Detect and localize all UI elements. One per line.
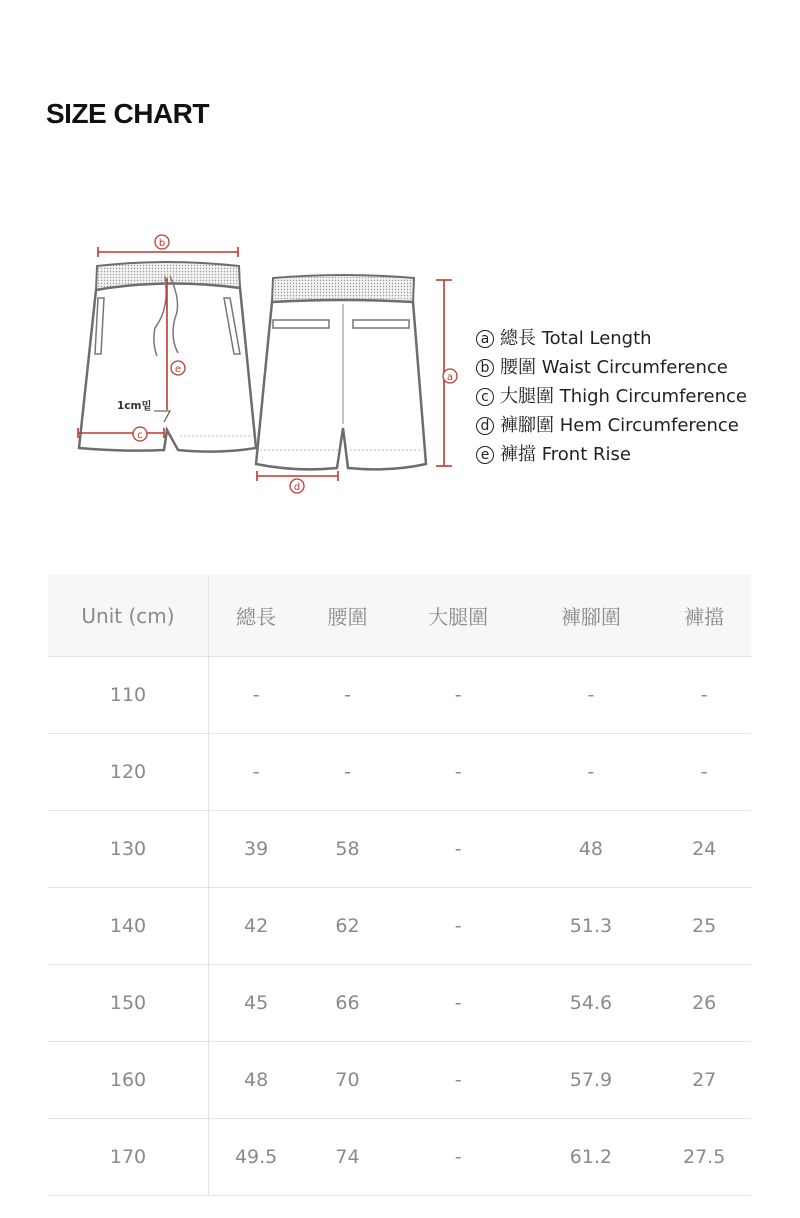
marker-d xyxy=(290,479,304,493)
table-cell: 51.3 xyxy=(525,888,658,965)
table-row xyxy=(48,965,751,1042)
table-row xyxy=(48,1119,751,1196)
header-hem: 褲腳圍 xyxy=(525,575,658,657)
table-cell: - xyxy=(525,734,658,811)
header-waist: 腰圍 xyxy=(303,575,392,657)
table-cell: - xyxy=(657,734,751,811)
header-total-length: 總長 xyxy=(209,575,304,657)
table-cell: 26 xyxy=(657,965,751,1042)
table-cell: - xyxy=(209,734,304,811)
note-1cm-below: 1cm밑 xyxy=(117,400,152,412)
table-row xyxy=(48,1042,751,1119)
table-cell: 54.6 xyxy=(525,965,658,1042)
table-cell: - xyxy=(392,888,525,965)
table-row xyxy=(48,657,751,734)
circled-a-icon: a xyxy=(476,330,494,348)
table-cell: 70 xyxy=(303,1042,392,1119)
table-cell: 42 xyxy=(209,888,304,965)
circled-d-icon: d xyxy=(476,417,494,435)
size-cell: 150 xyxy=(48,965,209,1042)
table-cell: 48 xyxy=(209,1042,304,1119)
table-cell: 57.9 xyxy=(525,1042,658,1119)
marker-a xyxy=(443,369,457,383)
page-title: SIZE CHART xyxy=(46,98,209,129)
table-cell: - xyxy=(525,657,658,734)
header-front-rise: 褲擋 xyxy=(657,575,751,657)
table-cell: 39 xyxy=(209,811,304,888)
svg-text:d: d xyxy=(293,482,301,493)
table-cell: - xyxy=(392,965,525,1042)
shorts-diagram xyxy=(70,228,470,498)
legend-item-waist: b 腰圍 Waist Circumference xyxy=(476,353,747,382)
measurement-legend xyxy=(476,324,747,469)
table-row xyxy=(48,888,751,965)
table-cell: - xyxy=(303,657,392,734)
table-cell: - xyxy=(209,657,304,734)
legend-item-thigh: c 大腿圍 Thigh Circumference xyxy=(476,382,747,411)
table-cell: 27.5 xyxy=(657,1119,751,1196)
table-cell: 27 xyxy=(657,1042,751,1119)
table-cell: - xyxy=(392,734,525,811)
legend-item-front-rise: e 褲擋 Front Rise xyxy=(476,440,747,469)
table-cell: 45 xyxy=(209,965,304,1042)
circled-e-icon: e xyxy=(476,446,494,464)
table-cell: 25 xyxy=(657,888,751,965)
size-table xyxy=(48,575,751,1196)
table-cell: 66 xyxy=(303,965,392,1042)
size-cell: 110 xyxy=(48,657,209,734)
table-cell: 74 xyxy=(303,1119,392,1196)
table-header-row xyxy=(48,575,751,657)
table-cell: - xyxy=(392,657,525,734)
table-cell: - xyxy=(392,1042,525,1119)
shorts-back-illustration xyxy=(256,275,426,469)
table-cell: 49.5 xyxy=(209,1119,304,1196)
legend-item-total-length: a 總長 Total Length xyxy=(476,324,747,353)
svg-text:e: e xyxy=(174,364,182,375)
table-cell: - xyxy=(392,811,525,888)
table-cell: 48 xyxy=(525,811,658,888)
table-cell: 58 xyxy=(303,811,392,888)
size-cell: 120 xyxy=(48,734,209,811)
table-cell: - xyxy=(657,657,751,734)
svg-text:a: a xyxy=(446,372,454,383)
table-cell: 24 xyxy=(657,811,751,888)
circled-b-icon: b xyxy=(476,359,494,377)
circled-c-icon: c xyxy=(476,388,494,406)
marker-e xyxy=(171,361,185,375)
header-unit: Unit (cm) xyxy=(48,575,209,657)
header-thigh: 大腿圍 xyxy=(392,575,525,657)
table-row xyxy=(48,734,751,811)
table-row xyxy=(48,811,751,888)
table-cell: - xyxy=(392,1119,525,1196)
size-cell: 160 xyxy=(48,1042,209,1119)
svg-text:c: c xyxy=(137,430,143,441)
table-cell: 62 xyxy=(303,888,392,965)
marker-b xyxy=(155,235,169,249)
table-cell: 61.2 xyxy=(525,1119,658,1196)
size-cell: 170 xyxy=(48,1119,209,1196)
table-cell: - xyxy=(303,734,392,811)
legend-item-hem: d 褲腳圍 Hem Circumference xyxy=(476,411,747,440)
size-cell: 140 xyxy=(48,888,209,965)
size-cell: 130 xyxy=(48,811,209,888)
marker-c xyxy=(133,427,147,441)
svg-text:b: b xyxy=(158,238,166,249)
